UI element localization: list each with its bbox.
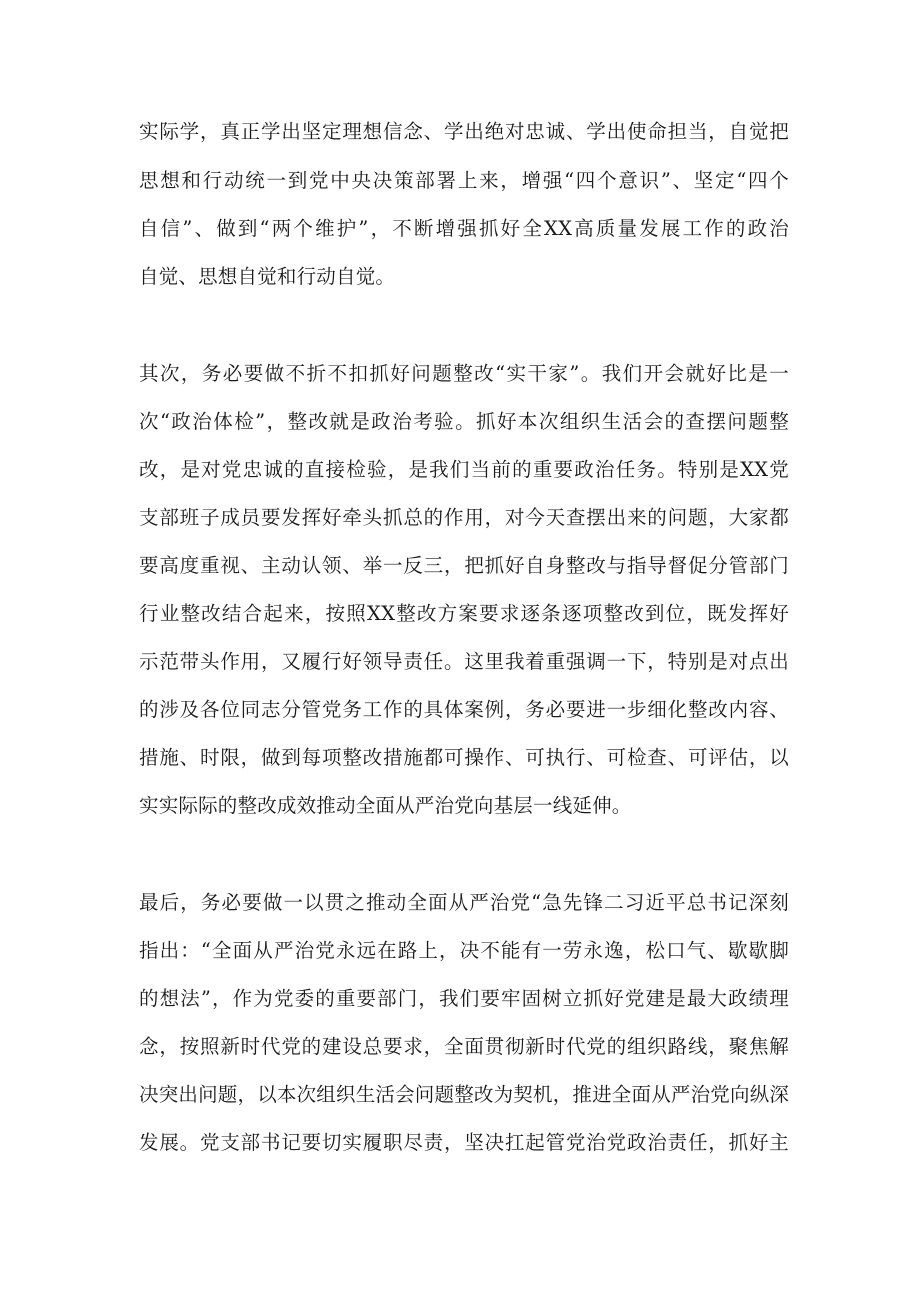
text-line: 思想和行动统一到党中央决策部署上来，增强“四个意识”、坚定“四个 xyxy=(139,169,789,192)
text-line: 自信”、做到“两个维护”，不断增强抓好全XX高质量发展工作的政治 xyxy=(139,217,789,240)
text-line: 支部班子成员要发挥好牵头抓总的作用，对今天查摆出来的问题，大家都 xyxy=(139,506,789,529)
text-line: 的涉及各位同志分管党务工作的具体案例，务必要进一步细化整改内容、 xyxy=(139,698,789,721)
text-line: 念，按照新时代党的建设总要求，全面贯彻新时代党的组织路线，聚焦解 xyxy=(139,1035,789,1058)
text-line: 要高度重视、主动认领、举一反三，把抓好自身整改与指导督促分管部门 xyxy=(139,554,789,577)
text-line: 最后，务必要做一以贯之推动全面从严治党“急先锋二习近平总书记深刻 xyxy=(139,891,789,914)
text-line: 指出：“全面从严治党永远在路上，决不能有一劳永逸，松口气、歇歇脚 xyxy=(139,939,789,962)
text-line: 次“政治体检”，整改就是政治考验。抓好本次组织生活会的查摆问题整 xyxy=(139,410,789,433)
text-line: 发展。党支部书记要切实履职尽责，坚决扛起管党治党政治责任，抓好主 xyxy=(139,1131,789,1154)
text-line: 示范带头作用，又履行好领导责任。这里我着重强调一下，特别是对点出 xyxy=(139,650,789,673)
text-line: 实际学，真正学出坚定理想信念、学出绝对忠诚、学出使命担当，自觉把 xyxy=(139,120,789,143)
text-line: 改，是对党忠诚的直接检验，是我们当前的重要政治任务。特别是XX党 xyxy=(139,458,789,481)
text-line: 自觉、思想自觉和行动自觉。 xyxy=(139,265,396,288)
text-line: 其次，务必要做不折不扣抓好问题整改“实干家”。我们开会就好比是一 xyxy=(139,362,789,385)
text-line: 行业整改结合起来，按照XX整改方案要求逐条逐项整改到位，既发挥好 xyxy=(139,602,789,625)
text-line: 措施、时限，做到每项整改措施都可操作、可执行、可检查、可评估，以 xyxy=(139,746,789,769)
text-line: 实实际际的整改成效推动全面从严治党向基层一线延伸。 xyxy=(139,794,632,817)
text-line: 决突出问题，以本次组织生活会问题整改为契机，推进全面从严治党向纵深 xyxy=(139,1083,790,1106)
text-line: 的想法”，作为党委的重要部门，我们要牢固树立抓好党建是最大政绩理 xyxy=(139,987,789,1010)
